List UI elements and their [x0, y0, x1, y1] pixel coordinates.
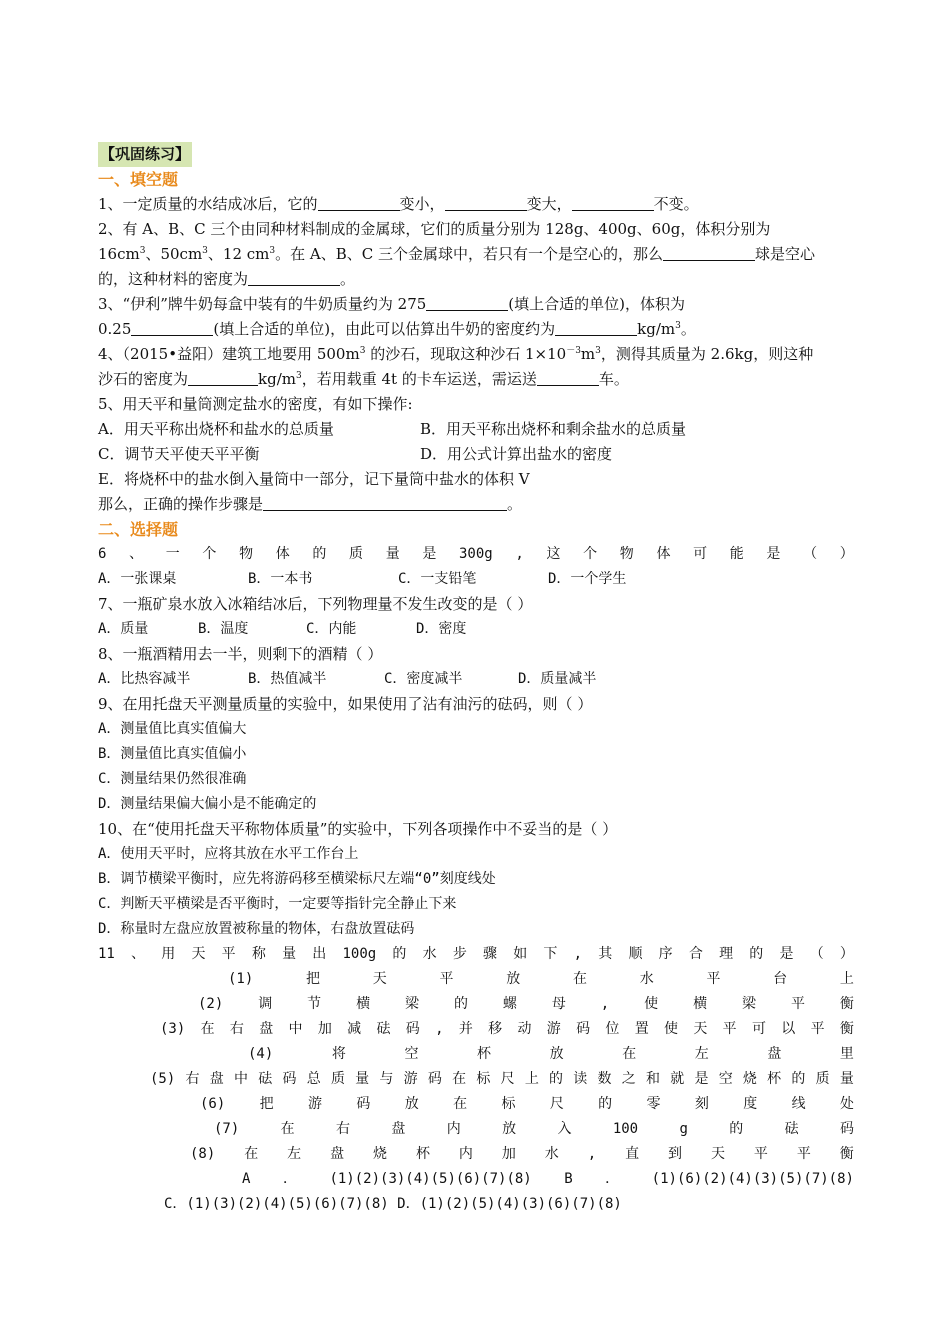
- spread-token: 是: [694, 1071, 709, 1087]
- spread-token: 之: [621, 1071, 636, 1087]
- spread-token: 质: [815, 1071, 830, 1087]
- spread-token: 的: [549, 1071, 564, 1087]
- spread-token: 的: [453, 996, 468, 1012]
- spread-token: 零: [646, 1096, 661, 1112]
- question-3-line-1: [98, 292, 854, 317]
- section-choice: [98, 517, 854, 542]
- spread-token: ．: [282, 1171, 297, 1187]
- spread-token: 空: [718, 1071, 733, 1087]
- spread-token: 量: [385, 546, 400, 562]
- q3-text-2d: 。: [680, 320, 696, 338]
- q5-option-b: B．用天平称出烧杯和剩余盐水的总质量: [420, 420, 687, 438]
- spread-token: 码: [576, 1021, 591, 1037]
- q6-option-c: C．一支铅笔: [398, 571, 477, 587]
- spread-token: 右: [229, 1021, 244, 1037]
- spread-token: 、: [131, 946, 146, 962]
- spread-token: 横: [356, 996, 371, 1012]
- spread-token: ,: [600, 996, 610, 1012]
- spread-token: 天: [710, 1146, 725, 1162]
- spread-token: ）: [839, 946, 854, 962]
- q5-option-a: A．用天平称出烧杯和盐水的总质量: [98, 420, 334, 438]
- q3-text-2a: 0.25: [98, 320, 132, 338]
- spread-token: 是: [766, 546, 781, 562]
- spread-token: 的: [791, 1071, 806, 1087]
- spread-token: 码: [405, 1021, 420, 1037]
- spread-token: 加: [501, 1146, 516, 1162]
- spread-token: 、: [129, 546, 144, 562]
- q11-step-4: [248, 1042, 854, 1067]
- spread-token: 线: [791, 1096, 806, 1112]
- spread-token: 个: [202, 546, 217, 562]
- spread-token: 标: [476, 1071, 491, 1087]
- spread-token: 砝: [258, 1071, 273, 1087]
- question-5-stem: [98, 392, 854, 417]
- question-4-line-2: [98, 367, 854, 392]
- q4-text-1a: 4、（2015•益阳）建筑工地要用 500m: [98, 345, 360, 363]
- question-7-stem: [98, 592, 854, 617]
- q7-option-d: D．密度: [416, 621, 467, 637]
- spread-token: 处: [839, 1096, 854, 1112]
- spread-token: 与: [379, 1071, 394, 1087]
- q4-text-2c: ，若用载重 4t 的卡车运送，需运送: [301, 370, 537, 388]
- q10-option-d: D．称量时左盘应放置被称量的物体，右盘放置砝码: [98, 921, 415, 937]
- spread-token: 使: [644, 996, 659, 1012]
- spread-token: 砝: [376, 1021, 391, 1037]
- spread-token: 在: [452, 1071, 467, 1087]
- spread-token: 质: [330, 1071, 345, 1087]
- q9-option-b: B．测量值比真实值偏小: [98, 746, 247, 762]
- spread-token: 杯: [477, 1046, 492, 1062]
- spread-token: 游: [546, 1021, 561, 1037]
- q4-text-1d: m: [580, 345, 596, 363]
- spread-token: 盘: [767, 1046, 782, 1062]
- spread-token: 骤: [483, 946, 498, 962]
- spread-token: 入: [557, 1121, 572, 1137]
- spread-token: 在: [244, 1146, 259, 1162]
- spread-token: 体: [275, 546, 290, 562]
- q4-text-1b: 的沙石，现取这种沙石 1×10: [365, 345, 567, 363]
- q8-option-d: D．质量减半: [518, 671, 597, 687]
- q8-option-b: B．热值减半: [248, 671, 327, 687]
- q1-text-b: 变小，: [399, 195, 445, 213]
- spread-token: 理: [719, 946, 734, 962]
- spread-token: 砝: [784, 1121, 799, 1137]
- spread-token: 盘: [330, 1146, 345, 1162]
- spread-token: 的: [598, 1096, 613, 1112]
- sup: 3: [675, 321, 681, 331]
- spread-token: 节: [307, 996, 322, 1012]
- sup: －3: [566, 346, 581, 356]
- blank: [572, 193, 654, 211]
- question-5-option-e: [98, 467, 854, 492]
- q10-option-c: C．判断天平横梁是否平衡时，一定要等指针完全静止下来: [98, 896, 457, 912]
- spread-token: 标: [501, 1096, 516, 1112]
- blank: [188, 368, 258, 386]
- spread-token: （: [809, 946, 824, 962]
- q11-step-7: [214, 1117, 854, 1142]
- q5-tail-a: 那么，正确的操作步骤是: [98, 495, 264, 513]
- spread-token: 100: [612, 1121, 639, 1137]
- spread-token: 可: [751, 1021, 766, 1037]
- spread-token: 个: [583, 546, 598, 562]
- q9-option-a: A．测量值比真实值偏大: [98, 721, 247, 737]
- spread-token: 使: [664, 1021, 679, 1037]
- q7-option-c: C．内能: [306, 621, 357, 637]
- blank: [663, 243, 755, 261]
- spread-token: 的: [312, 546, 327, 562]
- blank: [131, 318, 213, 336]
- heading-line: [98, 142, 854, 167]
- spread-token: 量: [355, 1071, 370, 1087]
- spread-token: 码: [427, 1071, 442, 1087]
- q6-option-a: A．一张课桌: [98, 571, 177, 587]
- section-title-fill: 一、填空题: [98, 170, 179, 189]
- question-11-stem: [98, 942, 854, 967]
- q3-text-2b: (填上合适的单位)，由此可以估算出牛奶的密度约为: [213, 320, 556, 338]
- spread-token: 在: [572, 971, 587, 987]
- q2-text-2e: 球是空心: [755, 245, 816, 263]
- spread-token: 中: [234, 1071, 248, 1087]
- spread-token: 刻: [694, 1096, 709, 1112]
- q11-step-2: [198, 992, 854, 1017]
- spread-token: 读: [573, 1071, 588, 1087]
- spread-token: 左: [287, 1146, 302, 1162]
- q9-option-c: C．测量结果仍然很准确: [98, 771, 247, 787]
- q3-text-1a: 3、“伊利”牌牛奶每盒中装有的牛奶质量约为 275: [98, 295, 427, 313]
- q11-options-ab: [242, 1167, 854, 1192]
- spread-token: 以: [781, 1021, 796, 1037]
- spread-token: 物: [619, 546, 634, 562]
- spread-token: ．: [605, 1171, 620, 1187]
- spread-token: 游: [403, 1071, 418, 1087]
- spread-token: 一: [165, 546, 180, 562]
- spread-token: 烧: [373, 1146, 388, 1162]
- spread-token: (7): [214, 1121, 240, 1137]
- spread-token: (1): [228, 971, 254, 987]
- spread-token: (8): [190, 1146, 216, 1162]
- question-6-options: [98, 567, 854, 592]
- spread-token: 合: [688, 946, 703, 962]
- spread-token: 在: [453, 1096, 468, 1112]
- q3-text-1b: (填上合适的单位)，体积为: [508, 295, 685, 313]
- q7-stem: 7、一瓶矿泉水放入冰箱结冰后，下列物理量不发生改变的是（ ）: [98, 595, 533, 613]
- q2-text-2b: 、50cm: [145, 245, 203, 263]
- spread-token: 300g: [459, 546, 493, 562]
- spread-token: 序: [658, 946, 673, 962]
- q2-text-3b: 。: [340, 270, 356, 288]
- sup: 3: [595, 346, 601, 356]
- spread-token: 横: [693, 996, 708, 1012]
- q6-option-b: B．一本书: [248, 571, 313, 587]
- question-8-options: [98, 667, 854, 692]
- spread-token: (5): [150, 1071, 176, 1087]
- question-9-stem: [98, 692, 854, 717]
- spread-token: 放: [549, 1046, 564, 1062]
- spread-token: 放: [404, 1096, 419, 1112]
- spread-token: 平: [790, 996, 805, 1012]
- spread-token: 6: [98, 546, 107, 562]
- spread-token: 质: [349, 546, 364, 562]
- q8-stem: 8、一瓶酒精用去一半，则剩下的酒精（ ）: [98, 645, 383, 663]
- spread-token: 左: [694, 1046, 709, 1062]
- question-6-stem: [98, 542, 854, 567]
- spread-token: 衡: [839, 1146, 854, 1162]
- question-10-stem: [98, 817, 854, 842]
- blank: [445, 193, 527, 211]
- spread-token: 放: [502, 1121, 517, 1137]
- spread-token: 步: [452, 946, 467, 962]
- q2-text-2d: 。在 A、B、C 三个金属球中，若只有一个是空心的，那么: [275, 245, 663, 263]
- spread-token: 上: [524, 1071, 539, 1087]
- q4-text-2d: 车。: [598, 370, 629, 388]
- spread-token: 是: [779, 946, 794, 962]
- q5-option-d: D．用公式计算出盐水的密度: [420, 445, 613, 463]
- spread-token: 在: [200, 1021, 215, 1037]
- q1-text-a: 1、一定质量的水结成冰后，它的: [98, 195, 318, 213]
- spread-token: 平: [221, 946, 236, 962]
- spread-token: 码: [839, 1121, 854, 1137]
- q11-options-cd: [164, 1192, 854, 1217]
- spread-token: 平: [722, 1021, 737, 1037]
- blank: [537, 368, 599, 386]
- spread-token: 盘: [391, 1121, 406, 1137]
- spread-token: 码: [356, 1096, 371, 1112]
- q11-step-3: [160, 1017, 854, 1042]
- worksheet: [98, 142, 854, 1217]
- spread-token: 就: [670, 1071, 685, 1087]
- spread-token: ,: [573, 946, 583, 962]
- q4-text-2a: 沙石的密度为: [98, 370, 189, 388]
- blank: [318, 193, 400, 211]
- spread-token: ,: [587, 1146, 597, 1162]
- sup: 3: [295, 371, 302, 381]
- practice-heading: 【巩固练习】: [98, 142, 192, 167]
- spread-token: 天: [372, 971, 387, 987]
- spread-token: 平: [796, 1146, 811, 1162]
- q5-option-c: C．调节天平使天平平衡: [98, 445, 260, 463]
- q2-text-3a: 的，这种材料的密度为: [98, 270, 249, 288]
- spread-token: 度: [743, 1096, 758, 1112]
- spread-token: 11: [98, 946, 115, 962]
- spread-token: 水: [422, 946, 437, 962]
- spread-token: 并: [458, 1021, 473, 1037]
- q5-option-e: E．将烧杯中的盐水倒入量筒中一部分，记下量筒中盐水的体积 V: [98, 470, 530, 488]
- spread-token: 减: [347, 1021, 362, 1037]
- spread-token: ,: [435, 1021, 444, 1037]
- spread-token: 把: [259, 1096, 274, 1112]
- spread-token: 顺: [628, 946, 643, 962]
- spread-token: (3): [160, 1021, 186, 1037]
- spread-token: 和: [645, 1071, 660, 1087]
- spread-token: 右: [336, 1121, 351, 1137]
- sup: 3: [202, 246, 208, 256]
- question-7-options: [98, 617, 854, 642]
- spread-token: 天: [693, 1021, 708, 1037]
- q11-option-cd: C．(1)(3)(2)(4)(5)(6)(7)(8) D．(1)(2)(5)(4)(3)(6)(7)(8): [164, 1196, 622, 1212]
- spread-token: 盘: [259, 1021, 274, 1037]
- q11-step-5: [150, 1067, 854, 1092]
- q2-text-2c: 、12 cm: [207, 245, 270, 263]
- q10-stem: 10、在“使用托盘天平称物体质量”的实验中，下列各项操作中不妥当的是（ ）: [98, 820, 618, 838]
- spread-token: 的: [729, 1121, 744, 1137]
- q10-option-a: A．使用天平时，应将其放在水平工作台上: [98, 846, 359, 862]
- q10-option-b: B．调节横梁平衡时，应先将游码移至横梁标尺左端“0”刻度线处: [98, 871, 496, 887]
- q4-text-1e: ，测得其质量为 2.6kg，则这种: [600, 345, 814, 363]
- spread-token: 盘: [209, 1071, 224, 1087]
- spread-token: 其: [598, 946, 613, 962]
- q11-step-6: [200, 1092, 854, 1117]
- spread-token: 把: [306, 971, 321, 987]
- spread-token: 杯: [767, 1071, 782, 1087]
- question-2-line-2: [98, 242, 854, 267]
- spread-token: 烧: [742, 1071, 757, 1087]
- q2-text-2a: 16cm: [98, 245, 140, 263]
- question-4-line-1: [98, 342, 854, 367]
- spread-token: 加: [317, 1021, 332, 1037]
- spread-token: 是: [422, 546, 437, 562]
- q7-option-b: B．温度: [198, 621, 249, 637]
- spread-token: 游: [308, 1096, 323, 1112]
- sup: 3: [139, 246, 146, 256]
- spread-token: (1)(2)(3)(4)(5)(6)(7)(8): [329, 1171, 532, 1187]
- spread-token: 在: [622, 1046, 637, 1062]
- question-5-options-ab: [98, 417, 854, 442]
- spread-token: （: [803, 546, 818, 562]
- spread-token: 放: [506, 971, 521, 987]
- q1-text-d: 不变。: [653, 195, 699, 213]
- q5-stem: 5、用天平和量筒测定盐水的密度，有如下操作:: [98, 395, 413, 413]
- spread-token: 如: [513, 946, 528, 962]
- spread-token: ）: [839, 546, 854, 562]
- spread-token: 直: [625, 1146, 640, 1162]
- spread-token: 的: [392, 946, 407, 962]
- spread-token: 天: [191, 946, 206, 962]
- spread-token: B: [564, 1171, 573, 1187]
- spread-token: 总: [306, 1071, 321, 1087]
- spread-token: 100g: [342, 946, 377, 962]
- spread-token: 调: [258, 996, 273, 1012]
- spread-token: 量: [839, 1071, 854, 1087]
- blank: [426, 293, 508, 311]
- spread-token: 物: [239, 546, 254, 562]
- sup: 3: [269, 246, 276, 256]
- spread-token: 台: [773, 971, 788, 987]
- spread-token: 右: [185, 1071, 200, 1087]
- spread-token: 这: [546, 546, 561, 562]
- spread-token: (1)(6)(2)(4)(3)(5)(7)(8): [651, 1171, 854, 1187]
- question-2-line-1: [98, 217, 854, 242]
- q8-option-c: C．密度减半: [384, 671, 463, 687]
- q1-text-c: 变大，: [526, 195, 572, 213]
- q9-option-d: D．测量结果偏大偏小是不能确定的: [98, 796, 317, 812]
- spread-token: 母: [551, 996, 566, 1012]
- q4-text-2b: kg/m: [258, 370, 296, 388]
- spread-token: 衡: [839, 996, 854, 1012]
- spread-token: 到: [668, 1146, 683, 1162]
- spread-token: 内: [446, 1121, 461, 1137]
- spread-token: 杯: [415, 1146, 430, 1162]
- q6-option-d: D．一个学生: [548, 571, 627, 587]
- spread-token: 体: [656, 546, 671, 562]
- q3-text-2c: kg/m: [637, 320, 676, 338]
- spread-token: 位: [605, 1021, 620, 1037]
- spread-token: 平: [439, 971, 454, 987]
- spread-token: (4): [248, 1046, 274, 1062]
- spread-token: g: [679, 1121, 688, 1137]
- spread-token: ,: [515, 546, 524, 562]
- spread-token: 上: [839, 971, 854, 987]
- q11-step-1: [228, 967, 854, 992]
- spread-token: 平: [706, 971, 721, 987]
- spread-token: 水: [639, 971, 654, 987]
- question-1: [98, 192, 854, 217]
- question-2-line-3: [98, 267, 854, 292]
- q9-stem: 9、在用托盘天平测量质量的实验中，如果使用了沾有油污的砝码，则（ ）: [98, 695, 593, 713]
- question-5-options-cd: [98, 442, 854, 467]
- spread-token: 能: [729, 546, 744, 562]
- spread-token: 下: [543, 946, 558, 962]
- spread-token: (6): [200, 1096, 226, 1112]
- spread-token: 数: [597, 1071, 612, 1087]
- blank: [555, 318, 637, 336]
- spread-token: 动: [517, 1021, 532, 1037]
- spread-token: 的: [749, 946, 764, 962]
- spread-token: 中: [288, 1021, 303, 1037]
- spread-token: 螺: [502, 996, 517, 1012]
- q8-option-a: A．比热容减半: [98, 671, 191, 687]
- spread-token: 里: [839, 1046, 854, 1062]
- question-5-tail: [98, 492, 854, 517]
- spread-token: 移: [488, 1021, 503, 1037]
- q5-tail-b: 。: [507, 495, 523, 513]
- spread-token: 称: [251, 946, 266, 962]
- spread-token: 出: [312, 946, 327, 962]
- spread-token: 平: [810, 1021, 825, 1037]
- spread-token: 量: [282, 946, 297, 962]
- spread-token: 空: [404, 1046, 419, 1062]
- spread-token: A: [242, 1171, 251, 1187]
- spread-token: 将: [331, 1046, 346, 1062]
- spread-token: 尺: [549, 1096, 564, 1112]
- section-fill-blank: [98, 167, 854, 192]
- spread-token: 水: [544, 1146, 559, 1162]
- spread-token: 码: [282, 1071, 297, 1087]
- spread-token: 内: [458, 1146, 473, 1162]
- q11-step-8: [190, 1142, 854, 1167]
- question-8-stem: [98, 642, 854, 667]
- blank: [263, 493, 507, 511]
- spread-token: 梁: [405, 996, 420, 1012]
- q7-option-a: A．质量: [98, 621, 149, 637]
- spread-token: 尺: [500, 1071, 515, 1087]
- sup: 3: [359, 346, 366, 356]
- spread-token: 置: [634, 1021, 649, 1037]
- spread-token: 平: [753, 1146, 768, 1162]
- question-3-line-2: [98, 317, 854, 342]
- spread-token: 梁: [742, 996, 757, 1012]
- blank: [248, 268, 340, 286]
- spread-token: (2): [198, 996, 224, 1012]
- spread-token: 在: [280, 1121, 295, 1137]
- spread-token: 衡: [839, 1021, 854, 1037]
- spread-token: 可: [693, 546, 708, 562]
- section-title-choice: 二、选择题: [98, 520, 179, 539]
- spread-token: 用: [161, 946, 176, 962]
- q2-text-1: 2、有 A、B、C 三个由同种材料制成的金属球，它们的质量分别为 128g、400g、60g，体积分别为: [98, 220, 771, 238]
